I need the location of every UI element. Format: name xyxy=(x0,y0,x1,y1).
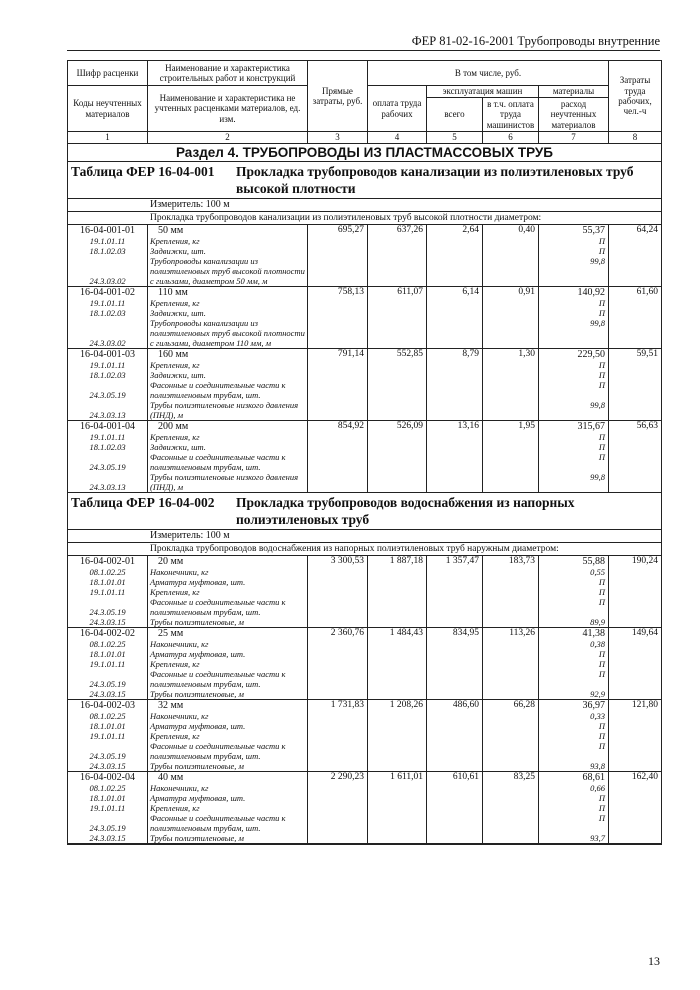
entry-machines-total: 13,16 xyxy=(427,421,483,492)
table-code: Таблица ФЕР 16-04-002 xyxy=(71,495,215,511)
material-name: Трубы полиэтиленовые, м xyxy=(150,833,244,844)
entry-direct-cost: 791,14 xyxy=(308,349,368,420)
entry-code: 16-04-002-02 xyxy=(80,628,135,640)
material-consumption: 0,66 xyxy=(590,783,605,794)
table-row xyxy=(68,349,661,421)
col-name-top: Наименование и характеристика строительных работ и конструкций xyxy=(148,61,307,86)
entry-name-cell xyxy=(148,772,308,843)
material-code: 18.1.02.03 xyxy=(89,442,126,453)
col-number: 2 xyxy=(148,132,308,143)
material-name: Арматура муфтовая, шт. xyxy=(150,649,246,660)
col-name-bottom: Наименование и характеристика не учтенных расценками материалов, ед. изм. xyxy=(154,93,301,124)
material-code: 24.3.03.15 xyxy=(89,761,126,772)
entry-materials: 55,37 xyxy=(582,225,605,237)
material-code: 18.1.01.01 xyxy=(89,649,126,660)
material-code: 18.1.01.01 xyxy=(89,793,126,804)
material-code: 19.1.01.11 xyxy=(89,432,126,443)
material-code: 24.3.05.19 xyxy=(89,390,126,401)
entry-name: 200 мм xyxy=(158,421,189,433)
entry-code-cell xyxy=(68,287,148,348)
entry-code-cell xyxy=(68,349,148,420)
entry-code: 16-04-001-04 xyxy=(80,421,135,433)
material-code: 24.3.05.19 xyxy=(89,607,126,618)
entry-direct-cost: 2 360,76 xyxy=(308,628,368,699)
material-consumption: П xyxy=(598,803,605,814)
material-name: Задвижки, шт. xyxy=(150,308,206,319)
entry-direct-cost: 3 300,53 xyxy=(308,556,368,627)
material-consumption: 0,38 xyxy=(590,639,605,650)
col-number: 4 xyxy=(368,132,427,143)
entry-labor-pay: 611,07 xyxy=(368,287,427,348)
entry-labor-pay: 552,85 xyxy=(368,349,427,420)
table-title xyxy=(68,162,661,198)
entry-machinist-pay: 0,40 xyxy=(483,225,539,286)
table-code: Таблица ФЕР 16-04-001 xyxy=(71,164,215,180)
entry-name-cell xyxy=(148,421,308,492)
col-number: 5 xyxy=(427,132,483,143)
material-name: Наконечники, кг xyxy=(150,567,209,578)
material-name: Крепления, кг xyxy=(150,731,200,742)
header-rule xyxy=(67,50,660,51)
entry-code-cell xyxy=(68,772,148,843)
col-number: 1 xyxy=(68,132,148,143)
material-code: 19.1.01.11 xyxy=(89,731,126,742)
entry-machines-total: 834,95 xyxy=(427,628,483,699)
material-name: Трубы полиэтиленовые, м xyxy=(150,761,244,772)
entry-materials-cell xyxy=(539,287,609,348)
material-code: 08.1.02.25 xyxy=(89,639,126,650)
entry-labor-pay: 526,09 xyxy=(368,421,427,492)
entry-materials: 68,61 xyxy=(582,772,605,784)
material-consumption: П xyxy=(598,308,605,319)
material-consumption: 89,9 xyxy=(590,617,605,628)
table-description: Прокладка трубопроводов канализации из полиэтиленовых труб высокой плотности диаметром: xyxy=(68,211,661,225)
document-header-title: ФЕР 81-02-16-2001 Трубопроводы внутренние xyxy=(411,34,660,48)
entry-materials: 140,92 xyxy=(577,287,605,299)
material-consumption: П xyxy=(598,587,605,598)
material-name: Фасонные и соединительные части к полиэтиленовым трубам, шт. xyxy=(150,669,286,690)
entry-materials: 229,50 xyxy=(577,349,605,361)
entry-name: 50 мм xyxy=(158,225,184,237)
material-name: Крепления, кг xyxy=(150,236,200,247)
col-number: 6 xyxy=(483,132,539,143)
entry-code: 16-04-002-01 xyxy=(80,556,135,568)
entry-name: 40 мм xyxy=(158,772,184,784)
material-code: 24.3.03.15 xyxy=(89,833,126,844)
entry-machines-total: 486,60 xyxy=(427,700,483,771)
entry-name-cell xyxy=(148,700,308,771)
table-description: Прокладка трубопроводов водоснабжения из напорных полиэтиленовых труб наружным диаметром: xyxy=(68,542,661,556)
col-labor-header: оплата труда рабочих xyxy=(368,86,427,131)
material-code: 19.1.01.11 xyxy=(89,803,126,814)
entry-name: 20 мм xyxy=(158,556,184,568)
material-consumption: П xyxy=(598,236,605,247)
entry-name: 32 мм xyxy=(158,700,184,712)
entry-materials-cell xyxy=(539,700,609,771)
entry-machines-total: 610,61 xyxy=(427,772,483,843)
material-name: Крепления, кг xyxy=(150,803,200,814)
material-name: Фасонные и соединительные части к полиэтиленовым трубам, шт. xyxy=(150,380,286,401)
col-code-bottom: Коды неучтенных материалов xyxy=(73,98,142,119)
table-row xyxy=(68,556,661,628)
entry-materials-cell xyxy=(539,556,609,627)
material-code: 19.1.01.11 xyxy=(89,360,126,371)
col-number: 8 xyxy=(632,132,638,143)
entry-labor-hours: 121,80 xyxy=(631,700,658,711)
col-machines-header: эксплуатация машин xyxy=(427,86,539,98)
entry-machines-total: 1 357,47 xyxy=(427,556,483,627)
material-name: Фасонные и соединительные части к полиэтиленовым трубам, шт. xyxy=(150,813,286,834)
col-code-header xyxy=(68,61,148,131)
material-name: Трубопроводы канализации из полиэтиленовых труб высокой плотности с гильзами, диаметром 50 мм, м xyxy=(150,256,305,287)
col-number: 7 xyxy=(539,132,609,143)
material-name: Крепления, кг xyxy=(150,587,200,598)
entry-labor-hours: 59,51 xyxy=(636,349,658,360)
entry-labor-hours: 190,24 xyxy=(631,556,658,567)
entry-direct-cost: 695,27 xyxy=(308,225,368,286)
col-number: 3 xyxy=(308,132,368,143)
table-name: Прокладка трубопроводов канализации из полиэтиленовых труб высокой плотности xyxy=(236,164,634,197)
material-name: Трубопроводы канализации из полиэтиленовых труб высокой плотности с гильзами, диаметром 110 мм, м xyxy=(150,318,305,349)
material-consumption: П xyxy=(598,649,605,660)
material-name: Крепления, кг xyxy=(150,432,200,443)
price-table-sheet xyxy=(67,60,662,845)
material-code: 24.3.03.02 xyxy=(89,338,126,349)
material-code: 19.1.01.11 xyxy=(89,587,126,598)
material-name: Фасонные и соединительные части к полиэтиленовым трубам, шт. xyxy=(150,597,286,618)
entry-direct-cost: 1 731,83 xyxy=(308,700,368,771)
col-mach-total-header: всего xyxy=(427,98,483,131)
material-consumption: П xyxy=(598,741,605,752)
entry-materials: 41,38 xyxy=(582,628,605,640)
entry-code-cell xyxy=(68,700,148,771)
entry-machines-total: 6,14 xyxy=(427,287,483,348)
entry-code-cell xyxy=(68,421,148,492)
material-name: Трубы полиэтиленовые низкого давления (ПНД), м xyxy=(150,400,299,421)
entry-materials-cell xyxy=(539,772,609,843)
entry-labor-hours: 64,24 xyxy=(636,225,658,236)
entry-labor-pay: 1 484,43 xyxy=(368,628,427,699)
material-consumption: П xyxy=(598,452,605,463)
material-name: Задвижки, шт. xyxy=(150,442,206,453)
col-direct-header: Прямые затраты, руб. xyxy=(308,61,368,131)
material-name: Задвижки, шт. xyxy=(150,370,206,381)
entry-machines-total: 2,64 xyxy=(427,225,483,286)
material-consumption: П xyxy=(598,659,605,670)
entry-name-cell xyxy=(148,556,308,627)
material-code: 08.1.02.25 xyxy=(89,567,126,578)
material-consumption: 0,55 xyxy=(590,567,605,578)
entry-name-cell xyxy=(148,349,308,420)
entry-name: 110 мм xyxy=(158,287,188,299)
col-materials-header: материалы xyxy=(539,86,609,98)
col-mach-labor-header: в т.ч. оплата труда машинистов xyxy=(483,98,539,131)
material-code: 24.3.03.02 xyxy=(89,276,126,287)
material-consumption: 93,8 xyxy=(590,761,605,772)
material-code: 08.1.02.25 xyxy=(89,711,126,722)
material-consumption: П xyxy=(598,442,605,453)
entry-machinist-pay: 0,91 xyxy=(483,287,539,348)
entry-labor-hours: 61,60 xyxy=(636,287,658,298)
material-code: 08.1.02.25 xyxy=(89,783,126,794)
material-code: 19.1.01.11 xyxy=(89,659,126,670)
material-consumption: 99,8 xyxy=(590,472,605,483)
material-consumption: П xyxy=(598,370,605,381)
table-row xyxy=(68,772,661,844)
material-consumption: П xyxy=(598,793,605,804)
material-code: 18.1.02.03 xyxy=(89,246,126,257)
table-row xyxy=(68,287,661,349)
table-row xyxy=(68,421,661,493)
entry-labor-pay: 1 611,01 xyxy=(368,772,427,843)
material-code: 24.3.03.15 xyxy=(89,617,126,628)
material-name: Задвижки, шт. xyxy=(150,246,206,257)
material-consumption: 92,9 xyxy=(590,689,605,700)
material-code: 24.3.05.19 xyxy=(89,751,126,762)
entry-machines-total: 8,79 xyxy=(427,349,483,420)
entry-code-cell xyxy=(68,628,148,699)
entry-code: 16-04-001-02 xyxy=(80,287,135,299)
entry-direct-cost: 758,13 xyxy=(308,287,368,348)
table-row xyxy=(68,700,661,772)
col-code-top: Шифр расценки xyxy=(68,61,147,86)
entry-name: 160 мм xyxy=(158,349,189,361)
material-name: Крепления, кг xyxy=(150,298,200,309)
entry-code-cell xyxy=(68,225,148,286)
material-consumption: 99,8 xyxy=(590,318,605,329)
col-mat-consumption-header: расход неучтенных материалов xyxy=(539,98,609,131)
material-consumption: П xyxy=(598,669,605,680)
material-code: 19.1.01.11 xyxy=(89,236,126,247)
material-code: 18.1.01.01 xyxy=(89,721,126,732)
table-title xyxy=(68,493,661,529)
entry-machinist-pay: 66,28 xyxy=(483,700,539,771)
material-name: Фасонные и соединительные части к полиэтиленовым трубам, шт. xyxy=(150,741,286,762)
material-consumption: 0,33 xyxy=(590,711,605,722)
entry-machinist-pay: 1,30 xyxy=(483,349,539,420)
entry-materials-cell xyxy=(539,225,609,286)
material-name: Трубы полиэтиленовые, м xyxy=(150,689,244,700)
material-name: Наконечники, кг xyxy=(150,711,209,722)
material-consumption: 93,7 xyxy=(590,833,605,844)
entry-machinist-pay: 83,25 xyxy=(483,772,539,843)
material-consumption: 99,8 xyxy=(590,256,605,267)
entry-labor-pay: 637,26 xyxy=(368,225,427,286)
entry-name-cell xyxy=(148,225,308,286)
entry-materials-cell xyxy=(539,628,609,699)
entry-machinist-pay: 183,73 xyxy=(483,556,539,627)
material-name: Трубы полиэтиленовые, м xyxy=(150,617,244,628)
entry-code-cell xyxy=(68,556,148,627)
material-name: Крепления, кг xyxy=(150,360,200,371)
entry-materials: 36,97 xyxy=(582,700,605,712)
column-numbers xyxy=(68,132,661,144)
col-subgroup xyxy=(368,86,609,131)
entry-labor-pay: 1 208,26 xyxy=(368,700,427,771)
entry-direct-cost: 854,92 xyxy=(308,421,368,492)
col-name-header xyxy=(148,61,308,131)
entry-materials-cell xyxy=(539,421,609,492)
entry-code: 16-04-002-03 xyxy=(80,700,135,712)
material-consumption: П xyxy=(598,298,605,309)
material-name: Фасонные и соединительные части к полиэтиленовым трубам, шт. xyxy=(150,452,286,473)
entry-code: 16-04-001-01 xyxy=(80,225,135,237)
table-name: Прокладка трубопроводов водоснабжения из напорных полиэтиленовых труб xyxy=(236,495,575,528)
entry-labor-hours: 149,64 xyxy=(631,628,658,639)
material-code: 24.3.05.19 xyxy=(89,823,126,834)
material-consumption: П xyxy=(598,432,605,443)
entry-direct-cost: 2 290,23 xyxy=(308,772,368,843)
material-consumption: П xyxy=(598,597,605,608)
entry-machinist-pay: 1,95 xyxy=(483,421,539,492)
entry-materials: 315,67 xyxy=(577,421,605,433)
entry-labor-hours: 162,40 xyxy=(631,772,658,783)
material-code: 24.3.03.13 xyxy=(89,410,126,421)
material-consumption: П xyxy=(598,246,605,257)
material-consumption: П xyxy=(598,360,605,371)
material-name: Наконечники, кг xyxy=(150,783,209,794)
entry-labor-pay: 1 887,18 xyxy=(368,556,427,627)
material-name: Арматура муфтовая, шт. xyxy=(150,721,246,732)
material-name: Крепления, кг xyxy=(150,659,200,670)
table-meter: Измеритель: 100 м xyxy=(68,529,661,542)
material-consumption: П xyxy=(598,813,605,824)
material-code: 24.3.05.19 xyxy=(89,462,126,473)
col-group-header: В том числе, руб. xyxy=(368,61,609,86)
entry-name-cell xyxy=(148,628,308,699)
column-header xyxy=(68,61,661,132)
material-consumption: 99,8 xyxy=(590,400,605,411)
material-consumption: П xyxy=(598,380,605,391)
tables-container xyxy=(68,162,661,844)
material-consumption: П xyxy=(598,731,605,742)
material-name: Трубы полиэтиленовые низкого давления (ПНД), м xyxy=(150,472,299,493)
table-meter: Измеритель: 100 м xyxy=(68,198,661,211)
table-row xyxy=(68,225,661,287)
material-consumption: П xyxy=(598,577,605,588)
material-code: 18.1.02.03 xyxy=(89,370,126,381)
material-code: 24.3.05.19 xyxy=(89,679,126,690)
material-code: 19.1.01.11 xyxy=(89,298,126,309)
entry-name: 25 мм xyxy=(158,628,184,640)
page-number: 13 xyxy=(648,954,660,968)
entry-materials: 55,88 xyxy=(582,556,605,568)
entry-labor-hours: 56,63 xyxy=(636,421,658,432)
material-consumption: П xyxy=(598,721,605,732)
entry-machinist-pay: 113,26 xyxy=(483,628,539,699)
material-name: Арматура муфтовая, шт. xyxy=(150,577,246,588)
material-name: Арматура муфтовая, шт. xyxy=(150,793,246,804)
entry-materials-cell xyxy=(539,349,609,420)
material-code: 24.3.03.13 xyxy=(89,482,126,493)
entry-name-cell xyxy=(148,287,308,348)
entry-code: 16-04-002-04 xyxy=(80,772,135,784)
entry-code: 16-04-001-03 xyxy=(80,349,135,361)
material-code: 18.1.01.01 xyxy=(89,577,126,588)
table-row xyxy=(68,628,661,700)
material-code: 24.3.03.15 xyxy=(89,689,126,700)
material-name: Наконечники, кг xyxy=(150,639,209,650)
material-code: 18.1.02.03 xyxy=(89,308,126,319)
col-labor-cost-header: Затраты труда рабочих, чел.-ч xyxy=(618,75,652,117)
section-title: Раздел 4. ТРУБОПРОВОДЫ ИЗ ПЛАСТМАССОВЫХ ТРУБ xyxy=(68,144,661,162)
